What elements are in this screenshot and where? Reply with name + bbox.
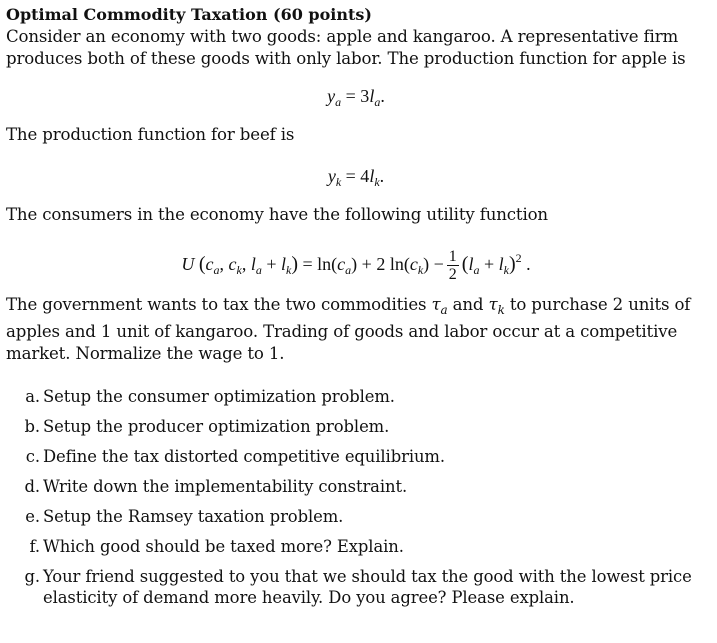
problem-page (6, 4, 706, 607)
kangaroo-production-equation: $y_k = 4l_k$. (327, 166, 385, 189)
problem-title: Optimal Commodity Taxation (60 points) (6, 5, 372, 24)
question-item (6, 416, 706, 437)
question-item (6, 536, 706, 557)
question-item (6, 566, 706, 608)
question-text: Which good should be taxed more? Explain. (43, 537, 404, 556)
question-marker: g. (24, 567, 40, 586)
question-marker: e. (25, 507, 40, 526)
utility-function-equation: U ($c_a$, $c_k$, $l_a + l_k) = \ln(c_a) + 2$ $\ln(c_k)$ − $\frac{1}{2}$ $(l_a + l_k)^2$ . (181, 248, 531, 284)
question-marker: c. (25, 447, 40, 466)
question-text: Write down the implementability constraint. (43, 477, 408, 496)
one-half-fraction: $\frac{1}{2}$ (448, 248, 457, 284)
question-text: Your friend suggested to you that we should tax the good with the lowest price elasticity of demand more heavily. Do you agree? Please explain. (43, 567, 692, 607)
question-text: Define the tax distorted competitive equilibrium. (43, 447, 445, 466)
utility-intro: The consumers in the economy have the following utility function (6, 205, 548, 224)
intro-paragraph: Consider an economy with two goods: apple and kangaroo. A representative firm produces both of these goods with only labor. The production function for apple is (6, 27, 686, 68)
question-text: Setup the consumer optimization problem. (43, 387, 395, 406)
government-paragraph: The government wants to tax the two commodities $\tau_a$ and $\tau_k$ to purchase 2 units of apples and 1 unit of kangaroo. Trading of goods and labor occur at a competitive market. Normalize the wage to 1. (6, 295, 691, 363)
question-marker: f. (29, 537, 40, 556)
question-marker: b. (24, 417, 40, 436)
question-marker: d. (24, 477, 40, 496)
apple-production-equation: $y_a = 3l_a$. (327, 86, 385, 109)
question-item (6, 476, 706, 497)
question-item (6, 386, 706, 407)
question-text: Setup the producer optimization problem. (43, 417, 390, 436)
question-list (6, 386, 706, 617)
question-item (6, 446, 706, 467)
question-marker: a. (25, 387, 40, 406)
beef-production-label: The production function for beef is (6, 125, 295, 144)
question-text: Setup the Ramsey taxation problem. (43, 507, 344, 526)
question-item (6, 506, 706, 527)
